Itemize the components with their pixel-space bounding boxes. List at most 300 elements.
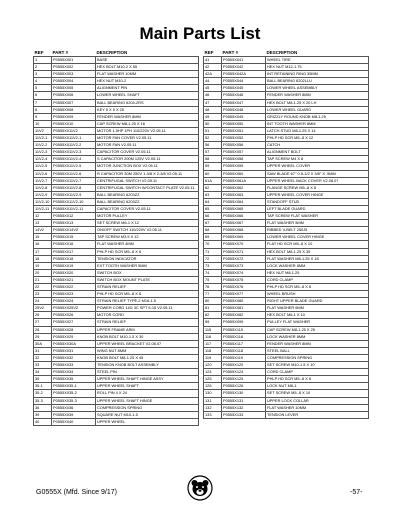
table-row [204,397,369,404]
description-cell: BALL BEARING 6202LLU [266,78,369,85]
part-number-cell: P0555X015 [52,234,96,241]
description-cell: PHLP HD SCR M5-.8 X 8 [266,376,369,383]
ref-cell: 5 [34,85,52,92]
parts-table-left [33,50,199,426]
ref-cell: 8 [34,106,52,113]
ref-cell: 11V2-11 [34,205,52,212]
description-cell: UPPER WHEEL COVER HINGE [266,191,369,198]
table-row [34,383,199,390]
part-number-cell: P0555X051 [222,127,266,134]
description-cell: HEX BOLT M6-1 X 10 [266,312,369,319]
table-row [34,156,199,163]
description-cell: WING NUT 8MM [96,347,199,354]
description-cell: TENSION KNOB BOLT ASSEMBLY [96,362,199,369]
part-number-cell: P0555X119 [222,354,266,361]
description-cell: WHEEL TIRE [266,57,369,64]
parts-table-left-body [34,57,199,426]
description-cell: RIGHT UPPER BLADE GUARD [266,298,369,305]
description-cell: HEX BOLT M8-1.25 X 20 LH [266,99,369,106]
description-cell: PHLP HD SCR M5-.8 X 8 [266,284,369,291]
part-number-cell: P0555X028 [52,326,96,333]
table-row [34,262,199,269]
part-number-cell: P0555X126 [222,383,266,390]
description-cell: BALL BEARING 6203ZZ [96,191,199,198]
part-number-cell: P0555X001 [52,57,96,64]
table-row [204,241,369,248]
table-row [34,390,199,397]
ref-cell: 22 [34,284,52,291]
table-row [204,276,369,283]
part-number-cell: P0555X131 [222,397,266,404]
description-cell: PULLEY FLAT WASHER [266,319,369,326]
description-cell: CORD CLAMP [266,276,369,283]
part-number-cell: P0555X011V2-2 [52,142,96,149]
ref-cell: 125 [204,376,222,383]
table-row [34,135,199,142]
part-number-cell: P0555X064 [222,198,266,205]
description-cell: PHLP HD SCR M5-.8 X 12 [266,135,369,142]
part-number-cell: P0555X117 [222,340,266,347]
part-number-header: PART # [222,50,239,55]
ref-cell: 16 [34,241,52,248]
table-row [204,347,369,354]
part-number-cell: P0555X042 [222,64,266,71]
part-number-cell: P0555X019 [52,262,96,269]
ref-cell: 18 [34,255,52,262]
table-row [34,333,199,340]
table-row [34,227,199,234]
description-cell: HEX BOLT M10-2 X 55 [96,64,199,71]
description-cell: POWER CORD 14G 3C SPT 5-15 V2.05.11 [96,305,199,312]
table-row [34,326,199,333]
description-cell: EXT TOOTH WASHER 5MM [96,262,199,269]
table-row [204,92,369,99]
footer-model: G0555X (Mfd. Since 9/17) [36,489,117,496]
part-number-cell: P0555X023 [52,291,96,298]
part-number-cell: P0555X011V2-4 [52,156,96,163]
description-header: DESCRIPTION [266,50,298,55]
table-row [204,220,369,227]
ref-cell: 11V2 [34,127,52,134]
part-number-cell: P0555X011V2-11 [52,205,96,212]
table-row [204,142,369,149]
part-number-cell: P0555X063 [222,191,266,198]
ref-cell: 11V2-10 [34,198,52,205]
part-number-cell: P0555X030A [52,340,96,347]
part-number-cell: P0555X041 [222,57,266,64]
ref-cell: 7 [34,99,52,106]
part-number-cell: P0555X020 [52,269,96,276]
part-number-cell: P0555X069 [222,234,266,241]
description-cell: CAPACITOR COVER V2.05.11 [96,205,199,212]
description-cell: FLAT HD SCR M5-.8 X 10 [266,241,369,248]
table-row [34,220,199,227]
part-number-cell: P0555X061A [222,177,266,184]
table-row [34,248,199,255]
table-row [204,376,369,383]
part-number-cell: P0555X005 [52,85,96,92]
ref-cell: 115 [204,326,222,333]
table-row [204,255,369,262]
table-row [204,170,369,177]
table-row [204,340,369,347]
ref-cell: 126 [204,383,222,390]
table-row [204,234,369,241]
ref-cell: 80 [204,298,222,305]
description-cell: SET SCREW M5-.8 X 10 [266,390,369,397]
description-cell: SET SCREW M6-1 X 12 [96,220,199,227]
part-number-cell: P0555X036 [52,404,96,411]
ref-header: REF [204,50,214,55]
description-cell: STANDOFF STUD [266,198,369,205]
part-number-cell: P0555X002 [52,64,96,71]
ref-cell: 76 [204,284,222,291]
part-number-cell: P0555X130 [222,390,266,397]
part-number-cell: P0555X021 [52,276,96,283]
part-number-cell: P0555X056 [222,142,266,149]
part-number-cell: P0555X059 [222,163,266,170]
ref-cell: 82 [204,312,222,319]
description-cell: COMPRESSION SPRING [266,354,369,361]
description-cell: MOTOR CORD [96,312,199,319]
description-cell: UPPER WHEEL SHAFT [96,383,199,390]
part-number-cell: P0555X073 [222,262,266,269]
ref-cell: 52 [204,135,222,142]
table-row [204,404,369,411]
description-cell: COMPRESSION SPRING [96,404,199,411]
ref-cell: 11V2-4 [34,156,52,163]
part-number-cell: P0555X070 [222,241,266,248]
part-number-cell: P0555X033 [52,362,96,369]
table-row [34,291,199,298]
ref-cell: 119 [204,354,222,361]
table-row [34,205,199,212]
part-number-cell: P0555X022 [52,284,96,291]
part-number-cell: P0555X011V2-1 [52,135,96,142]
table-row [204,248,369,255]
ref-cell: 11V2-9 [34,191,52,198]
part-number-cell: P0555X050 [222,120,266,127]
table-row [204,333,369,340]
description-cell: SET SCREW M10-1.5 X 10 [266,362,369,369]
part-number-cell: P0555X011V2-10 [52,198,96,205]
part-number-cell: P0555X057 [222,149,266,156]
table-row [34,241,199,248]
part-number-cell: P0555X035-3 [52,397,96,404]
description-cell: FENDER WASHER 8MM [96,113,199,120]
part-number-cell: P0555X067 [222,220,266,227]
description-cell: FENDER WASHER 8MM [266,340,369,347]
description-cell: CAP SCREW M8-1.25 X 25 [266,326,369,333]
ref-cell: 41 [204,57,222,64]
table-row [34,57,199,64]
description-cell: UPPER WHEEL SHAFT HINGE [96,397,199,404]
description-cell: CENTRIFUGAL SWITCH V2.05.11 [96,177,199,184]
part-number-cell: P0555X081 [222,305,266,312]
table-row [204,362,369,369]
ref-cell: 57 [204,149,222,156]
table-row [34,99,199,106]
ref-cell: 62 [204,184,222,191]
part-number-cell: P0555X074 [222,269,266,276]
table-row [34,305,199,312]
description-cell: SQUARE NUT M10-1.5 [96,411,199,418]
ref-cell: 26 [34,312,52,319]
table-row [204,411,369,418]
description-cell: PHLP HD SCR M5-.8 X 6 [96,248,199,255]
ref-cell: 31 [34,347,52,354]
ref-cell: 25V2 [34,305,52,312]
part-number-cell: P0555X046 [222,92,266,99]
ref-cell: 42A [204,71,222,78]
part-number-cell: P0555X006 [52,92,96,99]
ref-cell: 11V2-6 [34,170,52,177]
part-number-cell: P0555X044 [222,78,266,85]
table-row [204,298,369,305]
table-row [204,390,369,397]
ref-cell: 130 [204,390,222,397]
part-number-cell: P0555X077 [222,291,266,298]
table-row [204,149,369,156]
table-row [204,99,369,106]
ref-cell: 44 [204,78,222,85]
description-cell: UPPER WHEEL BACK COVER V2.08.07 [266,177,369,184]
table-row [204,354,369,361]
ref-cell: 36 [34,404,52,411]
ref-cell: 3 [34,71,52,78]
description-header: DESCRIPTION [96,50,128,55]
ref-cell: 99 [204,319,222,326]
ref-cell: 70 [204,241,222,248]
description-cell: ALIGNMENT PIN [96,85,199,92]
ref-cell: 68 [204,227,222,234]
table-row [34,404,199,411]
part-number-cell: P0555X071 [222,248,266,255]
table-row [34,376,199,383]
part-number-cell: P0555X003 [52,71,96,78]
part-number-cell: P0555X075 [222,276,266,283]
description-cell: GRIZZLY ROUND KNOB M8-1.25 [266,113,369,120]
ref-cell: 15 [34,234,52,241]
table-row [34,85,199,92]
ref-cell: 11V2-2 [34,142,52,149]
description-cell: WHEEL BRUSH [266,291,369,298]
table-row [204,71,369,78]
description-cell: KNOB BOLT M8-1.25 X 45 [96,354,199,361]
ref-cell: 124 [204,369,222,376]
description-cell: KNOB BOLT M10-1.5 X 30 [96,333,199,340]
table-row [34,340,199,347]
ref-cell: 131 [204,397,222,404]
table-row [204,191,369,198]
ref-cell: 69 [204,234,222,241]
table-row [204,269,369,276]
ref-cell: 23 [34,291,52,298]
table-row [204,184,369,191]
ref-cell: 1 [34,57,52,64]
ref-cell: 35-1 [34,383,52,390]
part-number-cell: P0555X040 [52,418,96,425]
part-number-cell: P0555X025V2 [52,305,96,312]
description-cell: ALIGNMENT BOLT [266,149,369,156]
table-row [204,312,369,319]
description-cell: CORD CLAMP [266,369,369,376]
description-cell: TAP SCREW FLAT WASHER [266,213,369,220]
part-number-cell: P0555X018 [52,255,96,262]
part-number-cell: P0555X027 [52,319,96,326]
table-row [34,163,199,170]
description-cell: SWITCH BOX MOUNT PLATE [96,276,199,283]
ref-cell: 11V2-5 [34,163,52,170]
table-row [34,106,199,113]
description-cell: SAW BLADE 67'' 0.5-1/2 X 3/8'' X .5MM [266,170,369,177]
table-row [204,64,369,71]
description-cell: CENTRIFUGAL SWITCH W/CONTACT PLATE V2.05.11 [96,184,199,191]
description-cell: MOTOR JUNCTION BOX V2.05.11 [96,163,199,170]
description-cell: R CAPACITOR 30M 250V 1-3/8 X 2-3/8 V2.05.11 [96,170,199,177]
ref-cell: 118 [204,347,222,354]
description-cell: FLAT WASHER 6MM [266,305,369,312]
description-cell: UPPER WHEEL BRACKET V2.08.07 [96,340,199,347]
description-cell: HEX BOLT M8-1.25 X 35 [266,248,369,255]
ref-cell: 71 [204,248,222,255]
ref-cell: 39 [34,411,52,418]
table-row [204,135,369,142]
table-row [204,120,369,127]
ref-cell: 4 [34,78,52,85]
description-cell: FENDER WASHER 8MM [266,92,369,99]
part-number-cell: P0555X082 [222,312,266,319]
ref-cell: 66 [204,213,222,220]
table-row [34,64,199,71]
ref-cell: 21 [34,276,52,283]
table-row [34,397,199,404]
table-row [34,78,199,85]
table-row [204,163,369,170]
table-row [34,142,199,149]
table-row [34,127,199,134]
part-number-cell: P0555X066 [222,213,266,220]
description-cell: ON/OFF SWITCH 110/220V V2.05.11 [96,227,199,234]
description-cell: FLAT WASHER 5MM [266,220,369,227]
table-row [204,213,369,220]
table-row [204,156,369,163]
part-number-cell: P0555X072 [222,255,266,262]
table-row [34,234,199,241]
ref-cell: 2 [34,64,52,71]
part-number-cell: P0555X013 [52,220,96,227]
table-row [204,284,369,291]
table-row [34,71,199,78]
ref-cell: 132 [204,404,222,411]
ref-cell: 47 [204,99,222,106]
part-number-cell: P0555X004 [52,78,96,85]
part-number-cell: P0555X125 [222,376,266,383]
ref-cell: 14V2 [34,227,52,234]
description-cell: TAP SCREW M3.5 X 12 [96,234,199,241]
table-row [204,227,369,234]
description-cell: BALL BEARING 6204-2RS [96,99,199,106]
part-number-cell: P0555X011V2-9 [52,191,96,198]
part-number-cell: P0555X017 [52,248,96,255]
description-cell: LOCK WASHER 8MM [266,262,369,269]
part-number-cell: P0555X118 [222,347,266,354]
part-number-cell: P0555X014V2 [52,227,96,234]
table-row [204,113,369,120]
ref-cell: 42 [204,64,222,71]
table-row [204,78,369,85]
description-cell: LOWER WHEEL GUARD [266,106,369,113]
table-row [34,362,199,369]
description-cell: MOTOR FAN COVER V2.05.11 [96,135,199,142]
ref-cell: 81 [204,305,222,312]
description-cell: STRAIN RELIEF TYPE-2 M16-1.5 [96,298,199,305]
description-cell: LATCH STUD M8-1.25 X 14 [266,127,369,134]
table-row [34,298,199,305]
table-row [204,305,369,312]
ref-cell: 72 [204,255,222,262]
table-row [34,312,199,319]
description-cell: LOCK NUT M6-1 [266,383,369,390]
parts-table-right [203,50,369,419]
ref-cell: 56 [204,142,222,149]
ref-cell: 27 [34,319,52,326]
description-cell: HEX NUT M10-2 [96,78,199,85]
description-cell: INT RETAINING RING 35MM [266,71,369,78]
ref-cell: 133 [204,411,222,418]
description-cell: CAPACITOR COVER V2.05.11 [96,149,199,156]
table-row [204,383,369,390]
part-number-cell: P0555X060 [222,170,266,177]
part-number-cell: P0555X058 [222,156,266,163]
part-number-cell: P0555X076 [222,284,266,291]
part-number-cell: P0555X048 [222,106,266,113]
description-cell: BALL BEARING 6203ZZ [96,198,199,205]
description-cell: FLAT WASHER M8-1.25 X 18 [266,255,369,262]
table-row [34,170,199,177]
description-cell: LOWER WHEEL COVER HINGE [266,234,369,241]
ref-cell: 13 [34,220,52,227]
description-cell: LOWER WHEEL ASSEMBLY [266,85,369,92]
page-title: Main Parts List [139,24,261,43]
table-row [34,120,199,127]
table-row [34,255,199,262]
ref-cell: 9 [34,113,52,120]
description-cell: FLAT WASHER 4MM [96,241,199,248]
description-cell: SWITCH BOX [96,269,199,276]
table-row [34,418,199,425]
ref-cell: 59 [204,163,222,170]
part-number-header: PART # [52,50,69,55]
table-row [204,369,369,376]
description-cell: RIBBED V-BELT 250J5 [266,227,369,234]
description-cell: STEEL PIN [96,369,199,376]
part-number-cell: P0555X035 [52,376,96,383]
part-number-cell: P0555X133 [222,411,266,418]
part-number-cell: P0555X080 [222,298,266,305]
part-number-cell: P0555X032 [52,354,96,361]
part-number-cell: P0555X068 [222,227,266,234]
ref-cell: 6 [34,92,52,99]
ref-cell: 61A [204,177,222,184]
parts-table-right-body [204,57,369,419]
table-row [204,291,369,298]
description-cell: LOCK WASHER 8MM [266,333,369,340]
table-row [34,177,199,184]
table-row [204,262,369,269]
ref-cell: 20 [34,269,52,276]
ref-cell: 49 [204,113,222,120]
